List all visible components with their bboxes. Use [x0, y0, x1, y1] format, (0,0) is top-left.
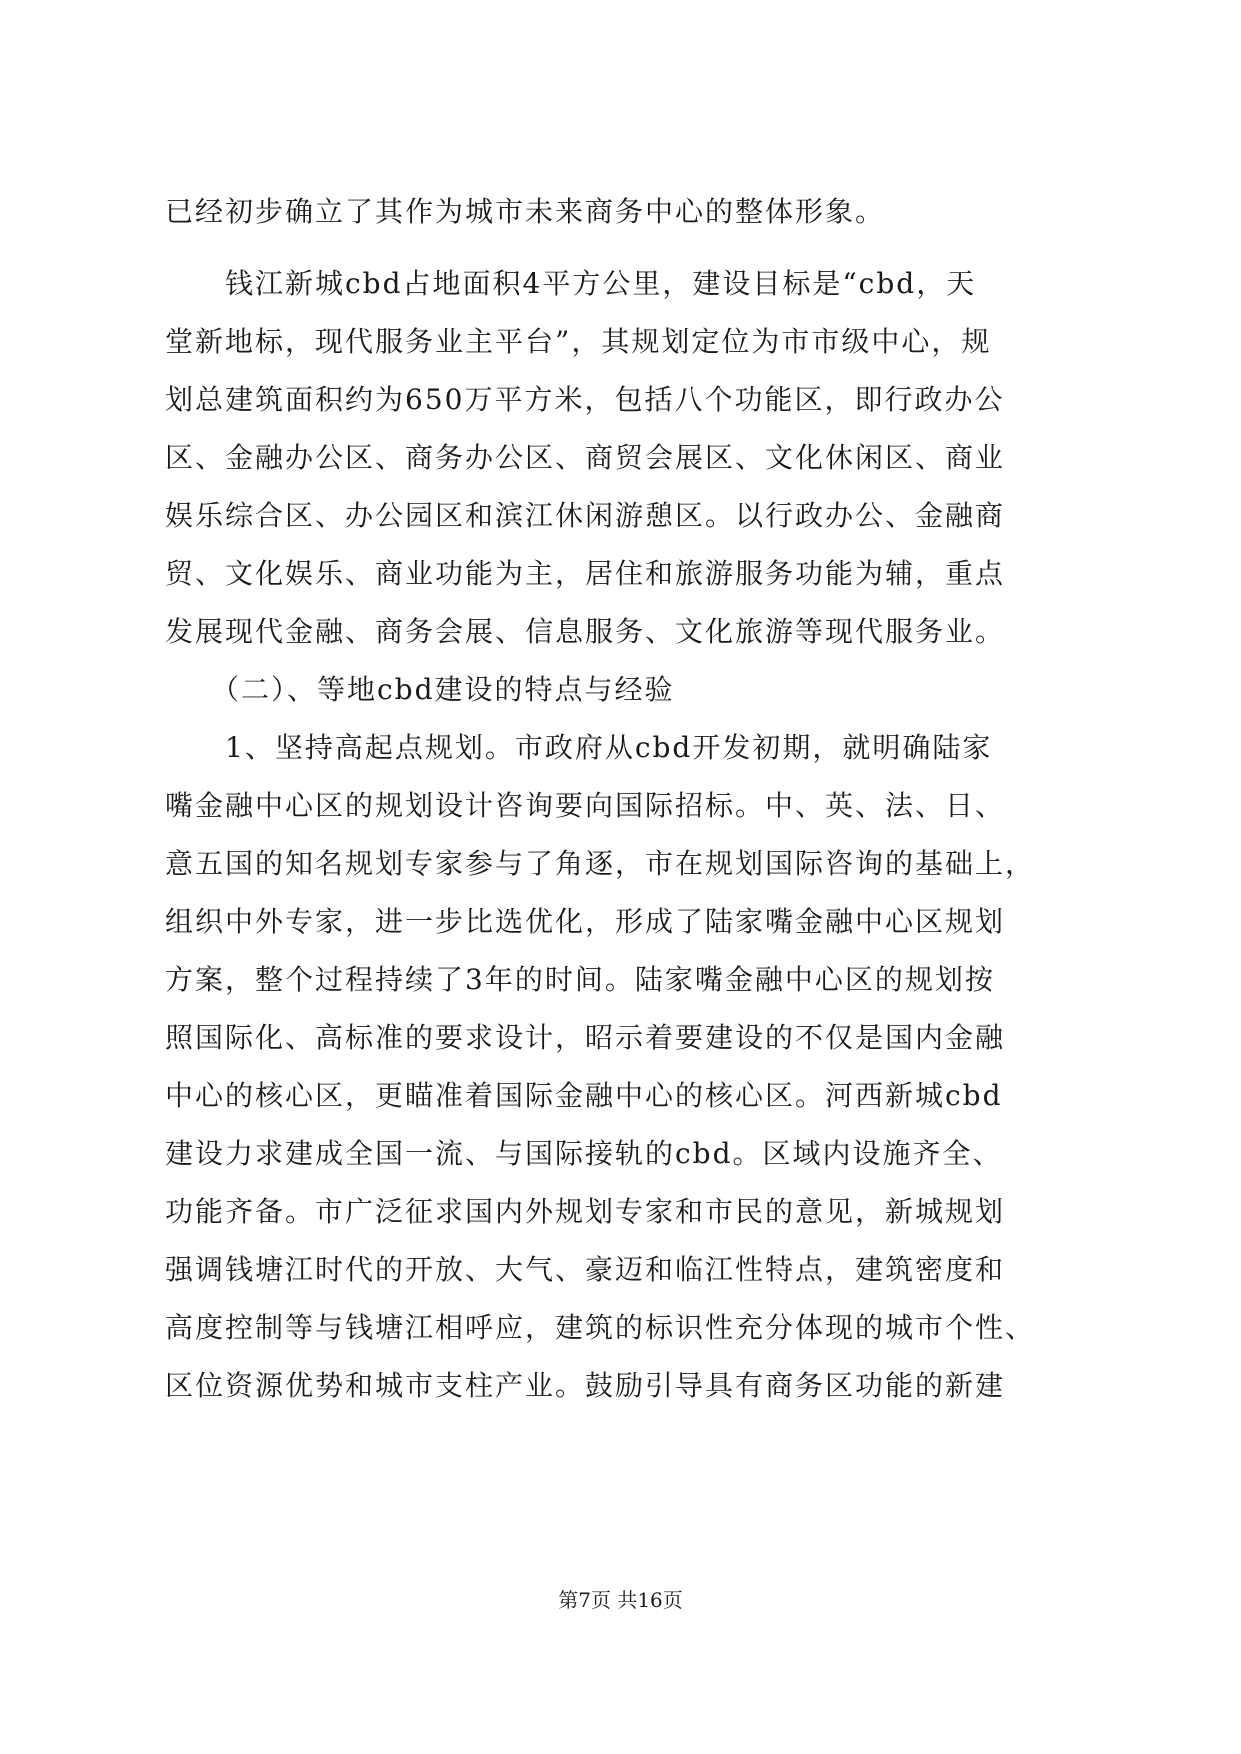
text-line: 堂新地标，现代服务业主平台”，其规划定位为市市级中心，规 — [165, 325, 992, 358]
text-line: 划总建筑面积约为650万平方米，包括八个功能区，即行政办公 — [165, 383, 1005, 416]
text-line: 区、金融办公区、商务办公区、商贸会展区、文化休闲区、商业 — [165, 441, 1006, 474]
text-line: 发展现代金融、商务会展、信息服务、文化旅游等现代服务业。 — [165, 615, 1006, 648]
text-line: 贸、文化娱乐、商业功能为主，居住和旅游服务功能为辅，重点 — [165, 557, 1006, 590]
section-heading: （二）、等地cbd建设的特点与经验 — [165, 673, 675, 706]
text-line: 照国际化、高标准的要求设计，昭示着要建设的不仅是国内金融 — [165, 1021, 1006, 1054]
text-line: 组织中外专家，进一步比选优化，形成了陆家嘴金融中心区规划 — [165, 905, 1006, 938]
text-line: 功能齐备。市广泛征求国内外规划专家和市民的意见，新城规划 — [165, 1195, 1006, 1228]
text-line: 1、坚持高起点规划。市政府从cbd开发初期，就明确陆家 — [165, 731, 993, 764]
text-line: 方案，整个过程持续了3年的时间。陆家嘴金融中心区的规划按 — [165, 963, 995, 996]
text-line: 建设力求建成全国一流、与国际接轨的cbd。区域内设施齐全、 — [165, 1137, 1003, 1170]
text-line: 嘴金融中心区的规划设计咨询要向国际招标。中、英、法、日、 — [165, 789, 1006, 822]
text-line: 高度控制等与钱塘江相呼应，建筑的标识性充分体现的城市个性、 — [165, 1311, 1036, 1344]
text-line: 强调钱塘江时代的开放、大气、豪迈和临江性特点，建筑密度和 — [165, 1253, 1006, 1286]
text-line: 中心的核心区，更瞄准着国际金融中心的核心区。河西新城cbd — [165, 1079, 1003, 1112]
text-line: 钱江新城cbd占地面积4平方公里，建设目标是“cbd，天 — [165, 267, 977, 300]
text-line: 区位资源优势和城市支柱产业。鼓励引导具有商务区功能的新建 — [165, 1369, 1006, 1402]
text-line: 娱乐综合区、办公园区和滨江休闲游憩区。以行政办公、金融商 — [165, 499, 1006, 532]
page-number-footer: 第7页 共16页 — [558, 1588, 683, 1612]
text-line: 意五国的知名规划专家参与了角逐，市在规划国际咨询的基础上， — [165, 847, 1036, 880]
text-line: 已经初步确立了其作为城市未来商务中心的整体形象。 — [165, 195, 886, 228]
